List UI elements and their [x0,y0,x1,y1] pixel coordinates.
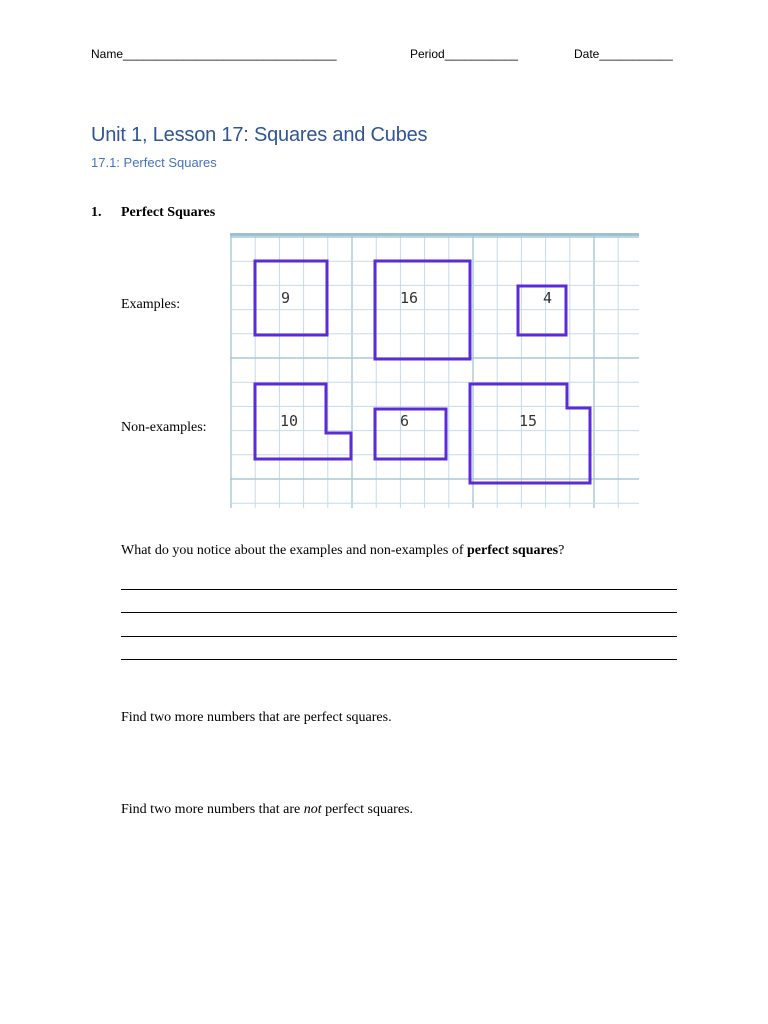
notice-prefix: What do you notice about the examples and non-examples of [121,543,468,558]
nonexamples-label: Non-examples: [121,420,207,435]
notice-suffix: ? [558,543,565,558]
shape-label-9: 9 [281,289,291,307]
notice-prompt [121,543,564,559]
date-blank: ___________ [599,47,673,61]
shape-label-16: 16 [400,289,419,307]
shape-label-10: 10 [280,412,299,430]
name-label: Name [91,47,124,61]
shape-label-15: 15 [519,412,538,430]
find-not-prefix: Find two more numbers that are [121,802,304,817]
period-field [410,47,518,61]
section-subtitle: 17.1: Perfect Squares [91,155,217,170]
date-label: Date [574,47,600,61]
find-perfect-prompt: Find two more numbers that are perfect squares. [121,710,392,725]
answer-line [121,636,677,637]
grid-figure [230,233,639,508]
shape-label-6: 6 [400,412,410,430]
find-not-perfect-prompt [121,802,413,818]
find-not-suffix: perfect squares. [321,802,413,817]
page-title: Unit 1, Lesson 17: Squares and Cubes [91,124,428,146]
examples-label: Examples: [121,297,181,312]
shape-label-4: 4 [543,289,553,307]
notice-bold: perfect squares [467,543,559,558]
answer-line [121,612,677,613]
question-title: Perfect Squares [121,205,216,220]
question-number: 1. [91,205,102,220]
answer-line [121,659,677,660]
period-blank: ___________ [444,47,519,61]
date-field [574,47,673,61]
grid-background [230,233,639,508]
name-blank: ________________________________ [123,47,337,61]
name-field [91,47,337,61]
find-not-italic: not [303,802,322,817]
period-label: Period [410,47,445,61]
answer-line [121,589,677,590]
